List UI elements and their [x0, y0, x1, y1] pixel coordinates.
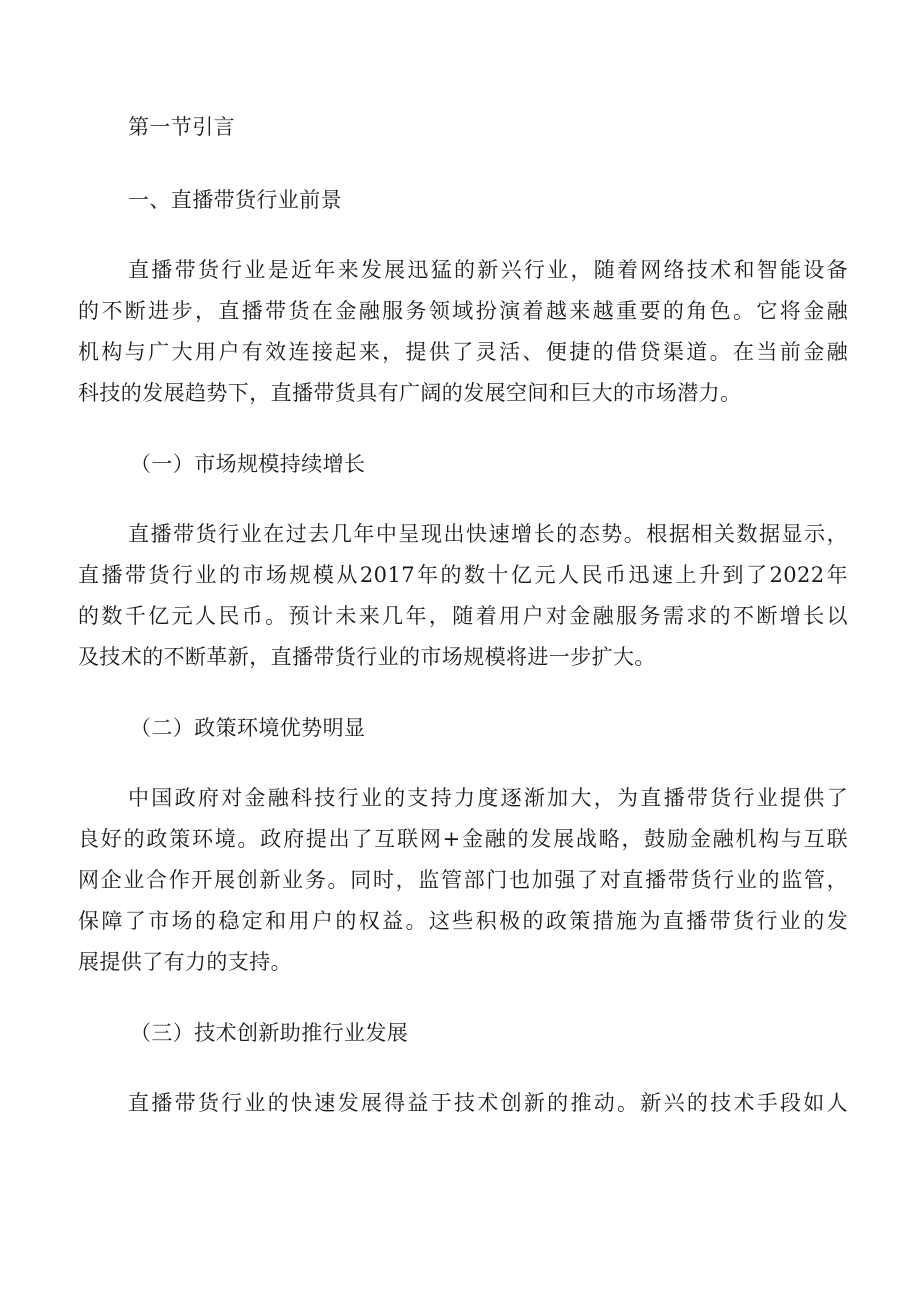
subsection-title-1: （一）市场规模持续增长 [130, 452, 366, 476]
paragraph-line: 直播带货行业的市场规模从2017年的数十亿元人民币迅速上升到了2022年 [78, 563, 848, 587]
intro-paragraph [78, 250, 848, 414]
section-title: 一、直播带货行业前景 [128, 188, 342, 212]
paragraph-line: 保障了市场的稳定和用户的权益。这些积极的政策措施为直播带货行业的发 [78, 909, 848, 933]
paragraph-line: 科技的发展趋势下，直播带货具有广阔的发展空间和巨大的市场潜力。 [78, 381, 742, 405]
policy-paragraph [78, 778, 848, 983]
paragraph-line: 机构与广大用户有效连接起来，提供了灵活、便捷的借贷渠道。在当前金融 [78, 340, 848, 364]
paragraph-line: 直播带货行业在过去几年中呈现出快速增长的态势。根据相关数据显示， [128, 522, 848, 546]
subsection-title-2: （二）政策环境优势明显 [130, 716, 366, 740]
paragraph-line: 直播带货行业的快速发展得益于技术创新的推动。新兴的技术手段如人 [128, 1091, 848, 1115]
technology-paragraph [78, 1083, 848, 1124]
document-body [78, 104, 848, 1124]
market-paragraph [78, 514, 848, 678]
paragraph-line: 中国政府对金融科技行业的支持力度逐渐加大，为直播带货行业提供了 [128, 786, 848, 810]
paragraph-line: 展提供了有力的支持。 [78, 950, 292, 974]
paragraph-line: 网企业合作开展创新业务。同时，监管部门也加强了对直播带货行业的监管， [78, 868, 848, 892]
paragraph-line: 的不断进步，直播带货在金融服务领域扮演着越来越重要的角色。它将金融 [78, 299, 848, 323]
subsection-title-3: （三）技术创新助推行业发展 [130, 1021, 409, 1045]
paragraph-line: 及技术的不断革新，直播带货行业的市场规模将进一步扩大。 [78, 645, 656, 669]
paragraph-line: 直播带货行业是近年来发展迅猛的新兴行业，随着网络技术和智能设备 [128, 258, 848, 282]
paragraph-line: 的数千亿元人民币。预计未来几年，随着用户对金融服务需求的不断增长以 [78, 604, 848, 628]
paragraph-line: 良好的政策环境。政府提出了互联网+金融的发展战略，鼓励金融机构与互联 [78, 827, 848, 851]
chapter-title: 第一节引言 [128, 115, 235, 139]
